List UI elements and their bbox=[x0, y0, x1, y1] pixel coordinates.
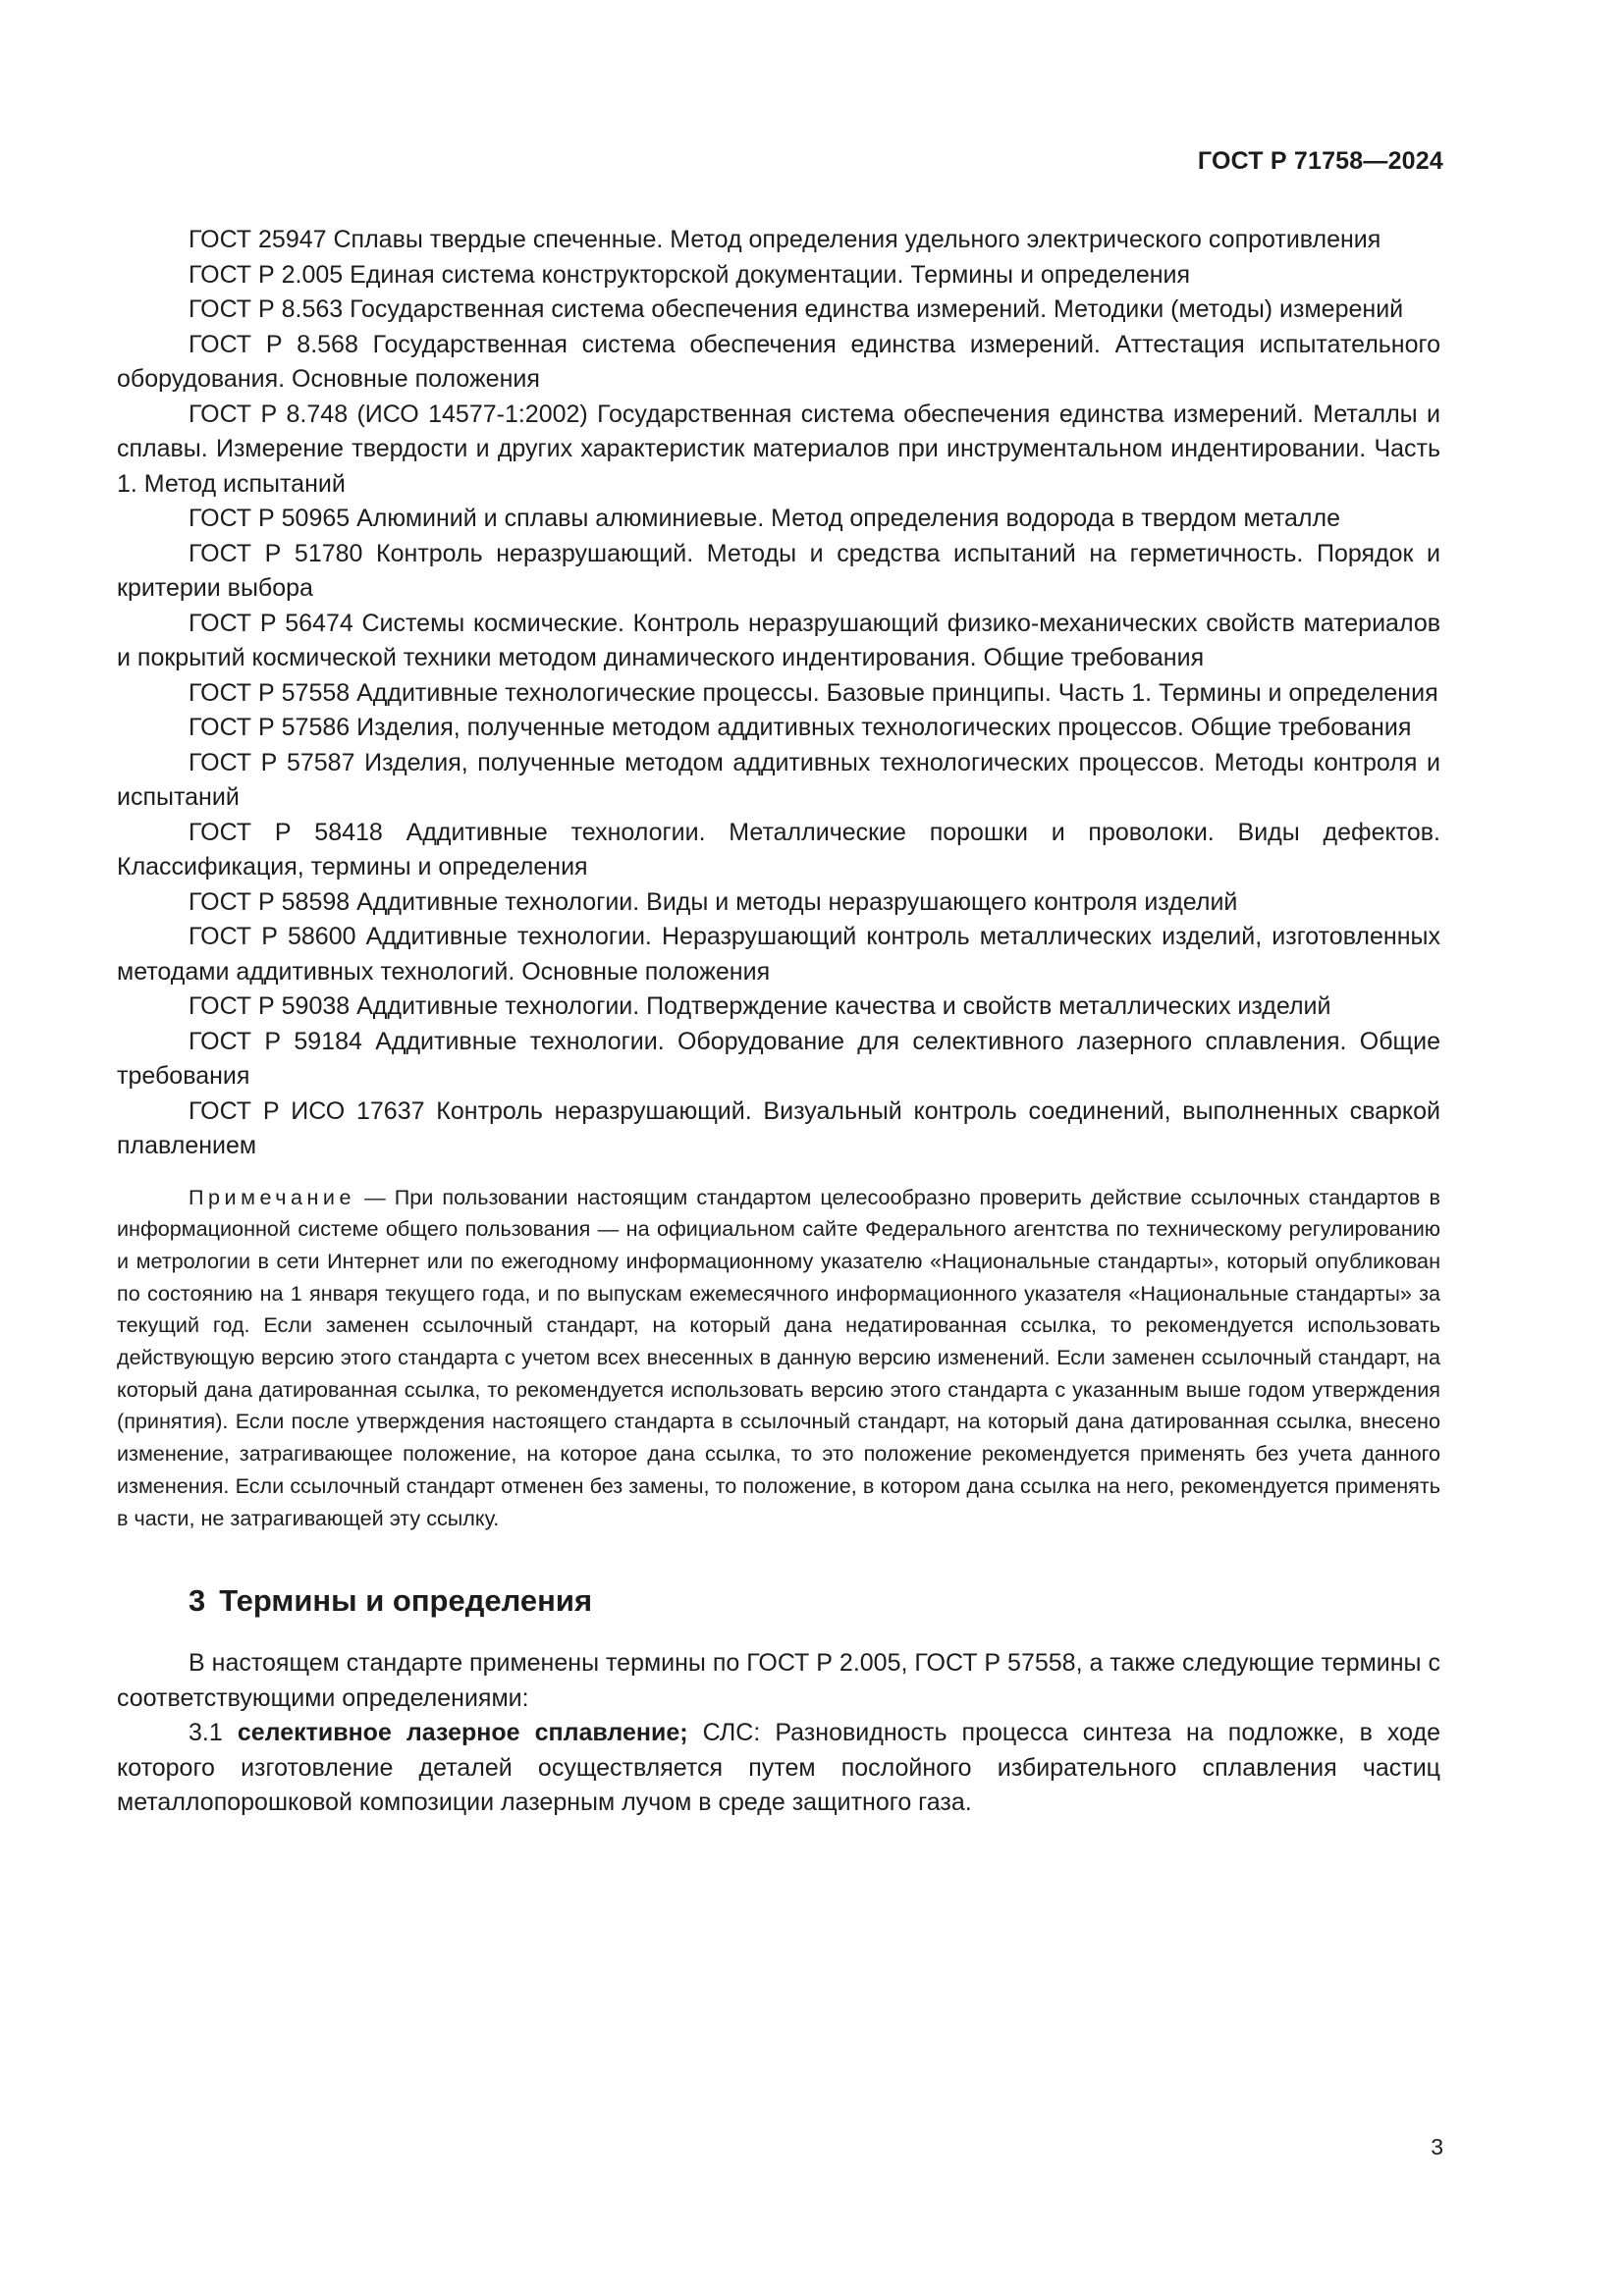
reference-item: ГОСТ Р 59184 Аддитивные технологии. Оборудование для селективного лазерного сплавления. Общие требования bbox=[117, 1027, 1440, 1090]
term-number: 3.1 bbox=[189, 1719, 223, 1747]
section-body bbox=[117, 1646, 1440, 1821]
reference-item: ГОСТ Р 57558 Аддитивные технологические процессы. Базовые принципы. Часть 1. Термины и определения bbox=[189, 678, 1438, 707]
references-note bbox=[117, 1182, 1440, 1535]
document-code-header: ГОСТ Р 71758—2024 bbox=[1197, 147, 1443, 175]
reference-item: ГОСТ Р 58600 Аддитивные технологии. Неразрушающий контроль металлических изделий, изготовленных методами аддитивных технологий. Основные положения bbox=[117, 923, 1440, 986]
reference-item: ГОСТ Р 8.563 Государственная система обеспечения единства измерений. Методики (методы) измерений bbox=[189, 295, 1404, 323]
reference-item: ГОСТ Р 50965 Алюминий и сплавы алюминиевые. Метод определения водорода в твердом металле bbox=[189, 505, 1340, 532]
section-title: Термины и определения bbox=[219, 1583, 593, 1619]
term-name: селективное лазерное сплавление; bbox=[237, 1719, 688, 1747]
reference-item: ГОСТ Р 2.005 Единая система конструкторской документации. Термины и определения bbox=[189, 260, 1191, 289]
reference-item: ГОСТ Р 56474 Системы космические. Контроль неразрушающий физико-механических свойств материалов и покрытий космической техники методом динамического индентирования. Общие требования bbox=[117, 609, 1440, 671]
reference-item: ГОСТ Р 8.748 (ИСО 14577-1:2002) Государственная система обеспечения единства измерений. Металлы и сплавы. Измерение твердости и других характеристик материалов при инструментальном индентировании. Часть 1. Метод испытаний bbox=[117, 400, 1440, 498]
reference-item: ГОСТ Р 58418 Аддитивные технологии. Металлические порошки и проволоки. Виды дефектов. Классификация, термины и определения bbox=[117, 818, 1440, 881]
reference-item: ГОСТ Р 8.568 Государственная система обеспечения единства измерений. Аттестация испытательного оборудования. Основные положения bbox=[117, 330, 1440, 393]
reference-item: ГОСТ Р ИСО 17637 Контроль неразрушающий. Визуальный контроль соединений, выполненных сваркой плавлением bbox=[117, 1096, 1440, 1159]
page-content bbox=[117, 223, 1440, 1821]
note-text: — При пользовании настоящим стандартом целесообразно проверить действие ссылочных стандартов в информационной системе общего пользования — на официальном сайте Федерального агентства по техническому регулированию и метрологии в сети Интернет или по ежегодному информационному указателю «Национальные стандарты», который опубликован по состоянию на 1 января текущего года, и по выпускам ежемесячного информационного указателя «Национальные стандарты» за текущий год. Если заменен ссылочный стандарт, на который дана недатированная ссылка, то рекомендуется использовать действующую версию этого стандарта с учетом всех внесенных в данную версию изменений. Если заменен ссылочный стандарт, на который дана датированная ссылка, то рекомендуется использовать версию этого стандарта с указанным выше годом утверждения (принятия). Если после утверждения настоящего стандарта в ссылочный стандарт, на который дана датированная ссылка, внесено изменение, затрагивающее положение, на которое дана ссылка, то это положение рекомендуется применять без учета данного изменения. Если ссылочный стандарт отменен без замены, то положение, в котором дана ссылка на него, рекомендуется применять в части, не затрагивающей эту ссылку. bbox=[117, 1184, 1441, 1530]
section-number: 3 bbox=[189, 1583, 206, 1619]
section-heading bbox=[117, 1581, 1440, 1621]
reference-item: ГОСТ Р 57586 Изделия, полученные методом аддитивных технологических процессов. Общие требования bbox=[189, 714, 1412, 741]
reference-item: ГОСТ Р 58598 Аддитивные технологии. Виды и методы неразрушающего контроля изделий bbox=[189, 887, 1238, 916]
note-label: Примечание bbox=[189, 1184, 355, 1209]
reference-item: ГОСТ 25947 Сплавы твердые спеченные. Метод определения удельного электрического сопротивления bbox=[189, 226, 1381, 253]
reference-item: ГОСТ Р 57587 Изделия, полученные методом аддитивных технологических процессов. Методы контроля и испытаний bbox=[117, 748, 1440, 811]
term-definition bbox=[117, 1716, 1440, 1821]
page-number: 3 bbox=[1431, 2134, 1443, 2160]
section-intro: В настоящем стандарте применены термины по ГОСТ Р 2.005, ГОСТ Р 57558, а также следующие термины с соответствующими определениями: bbox=[117, 1649, 1440, 1712]
reference-item: ГОСТ Р 59038 Аддитивные технологии. Подтверждение качества и свойств металлических изделий bbox=[189, 992, 1331, 1020]
normative-references-list bbox=[117, 223, 1440, 1164]
term-definition-text: СЛС: Разновидность процесса синтеза на подложке, в ходе которого изготовление деталей осуществляется путем послойного избирательного сплавления частиц металлопорошковой композиции лазерным лучом в среде защитного газа. bbox=[117, 1719, 1440, 1817]
reference-item: ГОСТ Р 51780 Контроль неразрушающий. Методы и средства испытаний на герметичность. Порядок и критерии выбора bbox=[117, 539, 1440, 602]
